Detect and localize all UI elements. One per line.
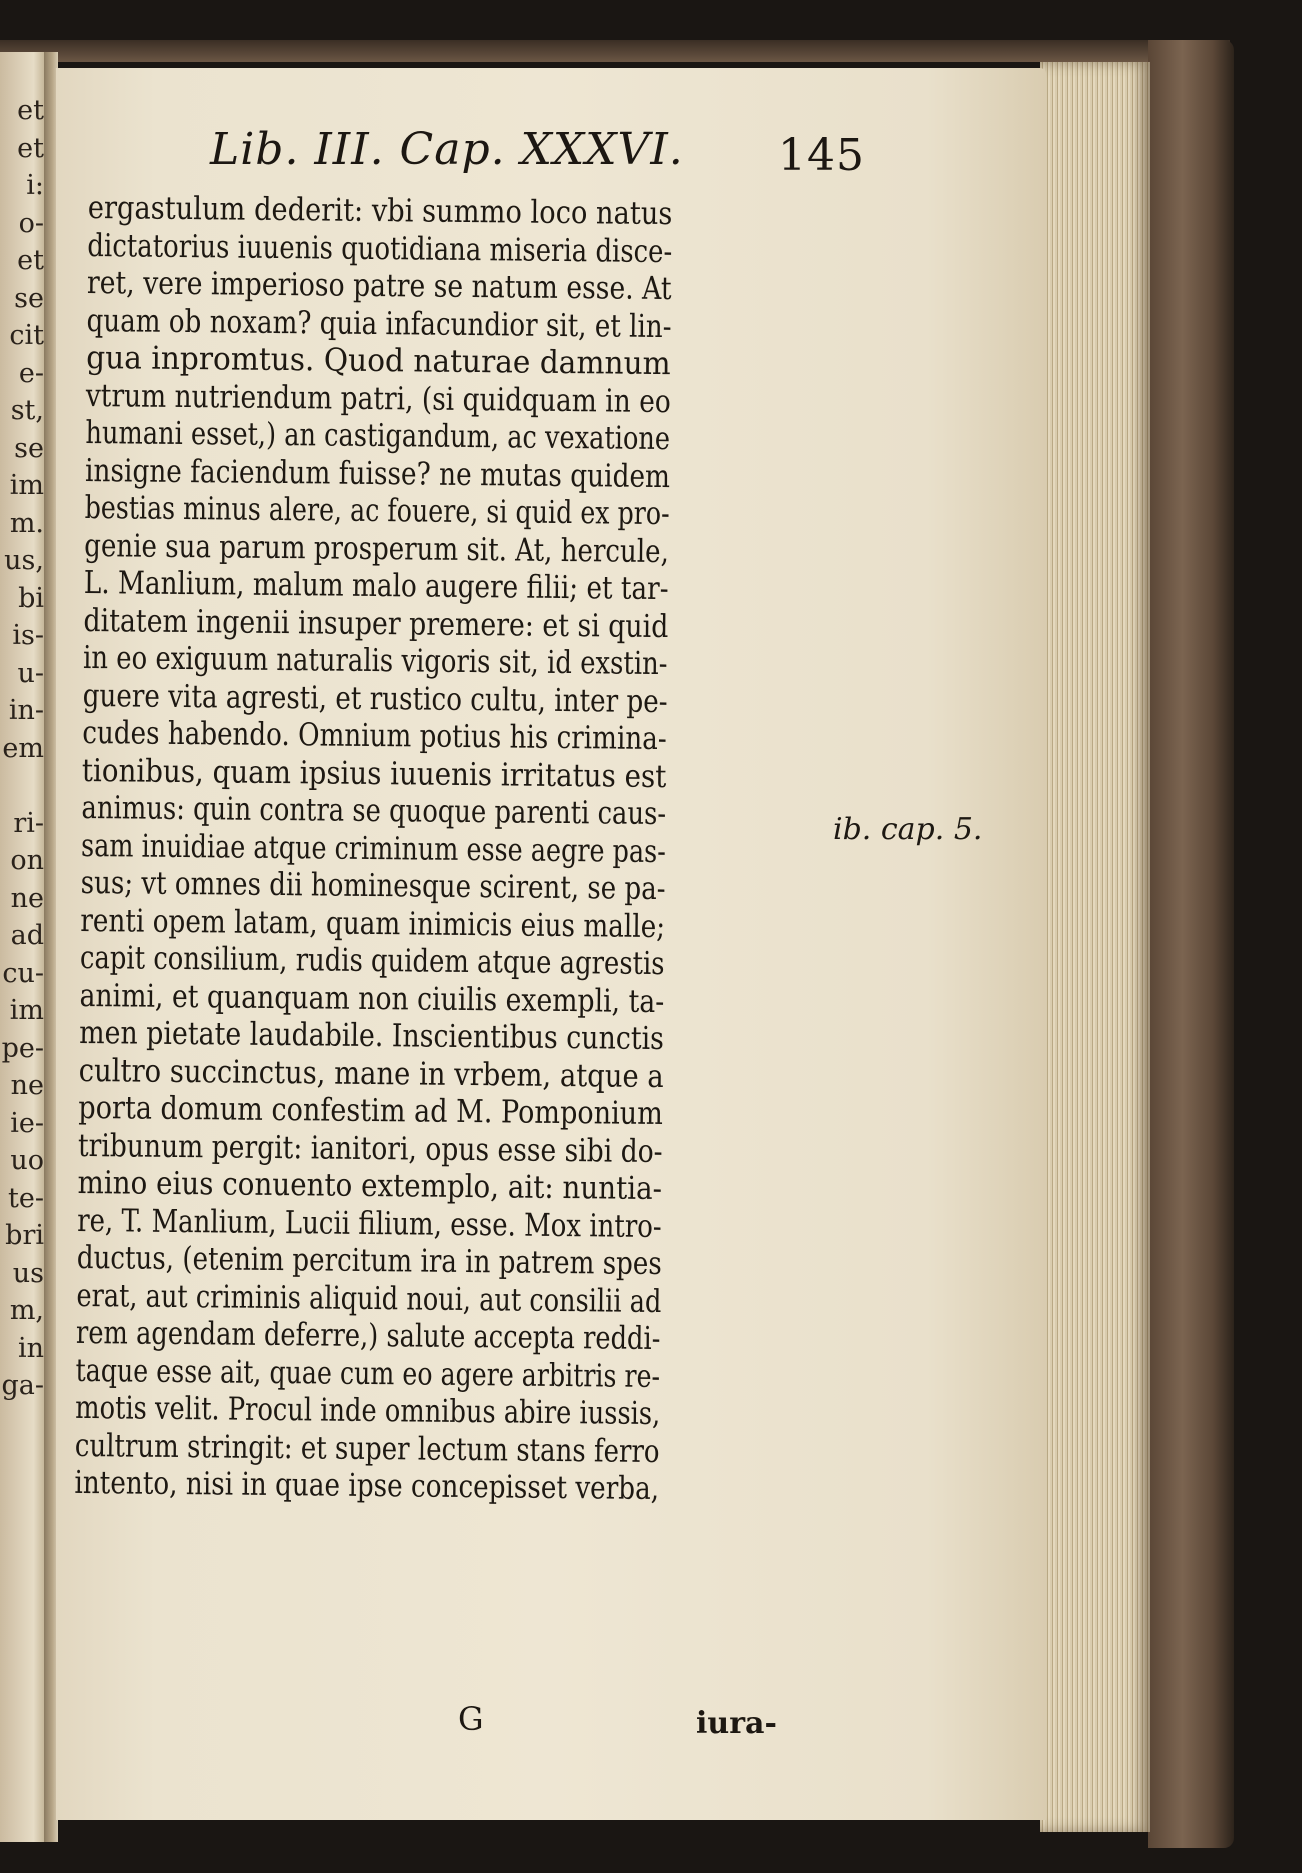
facing-page-fragment: cu- xyxy=(2,957,44,989)
text-line-content: ergastulum dederit: vbi summo loco natus xyxy=(87,190,673,233)
running-title: Lib. III. Cap. XXXVI. xyxy=(210,124,684,175)
page-number: 145 xyxy=(778,130,865,181)
facing-page-fragment: uo xyxy=(10,1145,44,1176)
text-line-content: ret, vere imperioso patre se natum esse. At xyxy=(86,264,672,308)
catchword: iura- xyxy=(696,1706,777,1741)
text-line-content: porta domum confestim ad M. Pomponium xyxy=(78,1089,664,1133)
text-line-content: capit consilium, rudis quidem atque agrestis xyxy=(79,939,665,983)
text-line-content: mino eius conuento extemplo, ait: nuntia- xyxy=(77,1164,663,1208)
facing-page-fragment: ie- xyxy=(10,1107,44,1139)
facing-page-fragment: us, xyxy=(4,545,44,576)
facing-page-fragment: ne xyxy=(10,1070,44,1101)
text-line xyxy=(74,1465,804,1510)
facing-page-fragment: te- xyxy=(8,1182,44,1214)
facing-page-fragment: m, xyxy=(9,1295,44,1326)
facing-page-fragment: i: xyxy=(26,170,44,201)
book-cover-top xyxy=(0,40,1230,62)
facing-page-fragment: st, xyxy=(10,395,44,426)
facing-page-fragment: ne xyxy=(10,882,44,914)
facing-page-fragment: in- xyxy=(8,695,44,726)
text-line-content: ductus, (etenim percitum ira in patrem spes xyxy=(76,1239,662,1283)
text-line-content: sam inuidiae atque criminum esse aegre pas- xyxy=(80,827,666,870)
text-line-content: guere vita agresti, et rustico cultu, inter pe- xyxy=(82,677,668,720)
text-line-content: taque esse ait, quae cum eo agere arbitris re- xyxy=(75,1352,661,1395)
text-line-content: intento, nisi in quae ipse concepisset verba, xyxy=(74,1464,660,1508)
facing-page-fragment: ga- xyxy=(1,1370,44,1401)
facing-page-fragment: m. xyxy=(9,507,44,539)
margin-note: ib. cap. 5. xyxy=(833,812,983,847)
text-line-content: insigne faciendum fuisse? ne mutas quidem xyxy=(84,452,671,495)
text-line-content: dictatorius iuuenis quotidiana miseria disce- xyxy=(87,227,673,270)
facing-page-fragment: se xyxy=(14,432,44,464)
text-line-content: tionibus, quam ipsius iuuenis irritatus est xyxy=(81,752,667,795)
text-line-content: ditatem ingenii insuper premere: et si quid xyxy=(83,602,669,645)
facing-page-fragment: o- xyxy=(18,207,44,239)
facing-page-strip xyxy=(0,52,48,1842)
text-line-content: men pietate laudabile. Inscientibus cunctis xyxy=(78,1014,665,1058)
facing-page-fragment: et xyxy=(17,95,44,126)
facing-page-fragment xyxy=(0,767,48,805)
facing-page-fragment: in xyxy=(17,1332,44,1364)
facing-page-fragment: us xyxy=(12,1257,44,1289)
facing-page-fragment: cit xyxy=(9,320,44,351)
text-line-content: tribunum pergit: ianitori, opus esse sibi do- xyxy=(77,1127,663,1170)
signature-mark: G xyxy=(458,1700,484,1738)
text-line-content: animus: quin contra se quoque parenti caus- xyxy=(81,789,667,833)
text-line-content: cudes habendo. Omnium potius his crimina- xyxy=(82,714,667,758)
text-line-content: in eo exiguum naturalis vigoris sit, id exstin- xyxy=(82,639,668,683)
body-text xyxy=(74,190,818,1510)
facing-page-fragment: em xyxy=(2,732,44,764)
facing-page-fragment: bri xyxy=(5,1220,44,1251)
text-line-content: rem agendam deferre,) salute accepta reddi- xyxy=(75,1314,661,1358)
text-line-content: gua inpromtus. Quod naturae damnum xyxy=(86,339,671,383)
text-line-content: erat, aut criminis aliquid noui, aut consilii ad xyxy=(76,1277,662,1320)
facing-page-fragment: on xyxy=(10,845,44,876)
text-line-content: re, T. Manlium, Lucii filium, esse. Mox intro- xyxy=(77,1202,662,1245)
facing-page-fragment: im xyxy=(9,470,44,501)
text-line-content: bestias minus alere, ac fouere, si quid ex pro- xyxy=(84,489,670,533)
facing-page-fragment: et xyxy=(17,132,44,164)
page-fore-edge xyxy=(1040,62,1150,1832)
facing-page-fragment: e- xyxy=(18,357,44,389)
book-cover-edge xyxy=(1148,40,1234,1848)
running-header xyxy=(210,124,865,184)
text-line-content: sus; vt omnes dii hominesque scirent, se pa- xyxy=(80,864,666,908)
facing-page-fragment: is- xyxy=(12,620,44,651)
text-line-content: cultro succinctus, mane in vrbem, atque a xyxy=(78,1052,664,1095)
facing-page-fragment: ad xyxy=(10,920,44,951)
facing-page-fragments xyxy=(0,92,48,1405)
facing-page-fragment: u- xyxy=(17,657,44,689)
text-line-content: genie sua parum prosperum sit. At, hercule, xyxy=(84,527,670,570)
text-line-content: vtrum nutriendum patri, (si quidquam in eo xyxy=(85,377,671,420)
text-line-content: cultrum stringit: et super lectum stans ferro xyxy=(74,1427,660,1470)
text-line-content: animi, et quanquam non ciuilis exempli, ta- xyxy=(79,977,665,1020)
facing-page-fragment: ri- xyxy=(13,807,44,839)
facing-page-fragment: im xyxy=(9,995,44,1026)
facing-page-fragment: se xyxy=(14,282,44,314)
text-line-content: L. Manlium, malum malo augere filii; et tar- xyxy=(83,564,669,608)
facing-page-fragment: et xyxy=(17,245,44,276)
facing-page-fragment: pe- xyxy=(1,1032,44,1064)
text-line-content: humani esset,) an castigandum, ac vexatione xyxy=(85,414,671,458)
text-line-content: renti opem latam, quam inimicis eius malle; xyxy=(80,902,666,945)
text-line-content: quam ob noxam? quia infacundior sit, et lin- xyxy=(86,302,672,345)
text-line-content: motis velit. Procul inde omnibus abire iussis, xyxy=(75,1389,661,1433)
facing-page-fragment: bi xyxy=(18,582,44,614)
